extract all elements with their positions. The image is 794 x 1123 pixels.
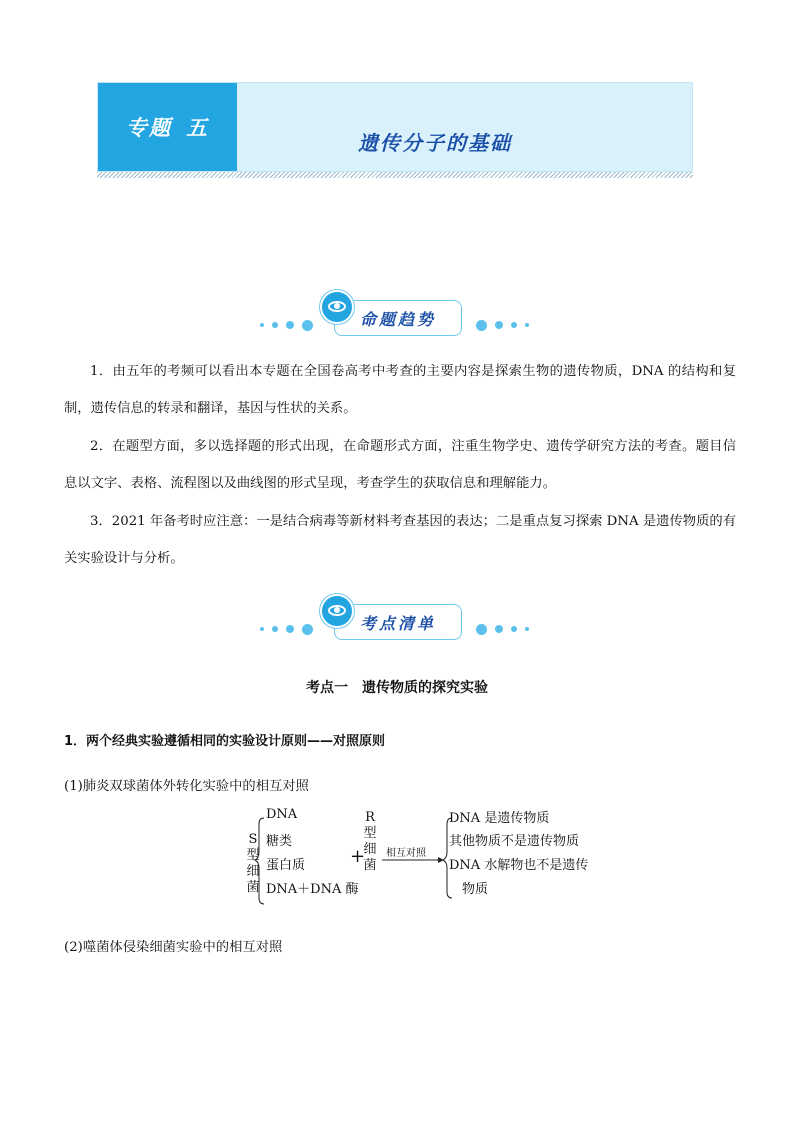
s-strain-label: S型细菌: [246, 832, 260, 895]
plus-sign: +: [350, 846, 366, 867]
topic-label: 专题: [126, 116, 172, 140]
paragraph-2: 2．在题型方面，多以选择题的形式出现，在命题形式方面，注重生物学史、遗传学研究方法的考查。题目信息以文字、表格、流程图以及曲线图的形式呈现，考查学生的获取信息和理解能力。: [64, 439, 736, 491]
section-badge-checklist: [0, 594, 794, 644]
topic-number: 五: [186, 116, 209, 140]
transformation-diagram: [240, 807, 600, 914]
subheading-1: (1)肺炎双球菌体外转化实验中的相互对照: [64, 779, 309, 794]
paragraph-1: 1．由五年的考频可以看出本专题在全国卷高考中考查的主要内容是探索生物的遗传物质，DNA 的结构和复制，遗传信息的转录和翻译，基因与性状的关系。: [64, 364, 736, 416]
header-divider: [97, 172, 693, 178]
decorative-dots-left: [256, 624, 317, 634]
left-item: DNA: [266, 807, 298, 822]
paragraph-3: 3．2021 年备考时应注意：一是结合病毒等新材料考查基因的表达；二是重点复习探索 DNA 是遗传物质的有关实验设计与分析。: [64, 514, 736, 566]
eye-icon: [320, 594, 354, 628]
left-item: DNA＋DNA 酶: [266, 882, 359, 897]
right-item: DNA 是遗传物质: [449, 811, 550, 826]
eye-icon: [320, 290, 354, 324]
section-badge-trend: [0, 290, 794, 340]
decorative-dots-right: [472, 320, 533, 330]
knowledge-point-title: 考点一 遗传物质的探究实验: [306, 680, 488, 696]
page-title: 遗传分子的基础: [358, 131, 512, 155]
section-badge-label: 命题趋势: [334, 300, 462, 336]
arrow-label: 相互对照: [386, 848, 426, 859]
right-item: 其他物质不是遗传物质: [449, 834, 580, 849]
decorative-dots-right: [472, 624, 533, 634]
principle-heading: 1．两个经典实验遵循相同的实验设计原则——对照原则: [64, 734, 386, 749]
left-item: 蛋白质: [266, 858, 306, 873]
section-badge-label: 考点清单: [334, 604, 462, 640]
left-item: 糖类: [266, 834, 293, 849]
header-banner: [97, 82, 693, 172]
decorative-dots-left: [256, 320, 317, 330]
right-item: 物质: [462, 882, 489, 897]
right-item: DNA 水解物也不是遗传: [449, 858, 589, 873]
r-strain-label: R型细菌: [363, 810, 377, 873]
topic-label-block: [98, 83, 237, 171]
subheading-2: (2)噬菌体侵染细菌实验中的相互对照: [64, 940, 283, 955]
